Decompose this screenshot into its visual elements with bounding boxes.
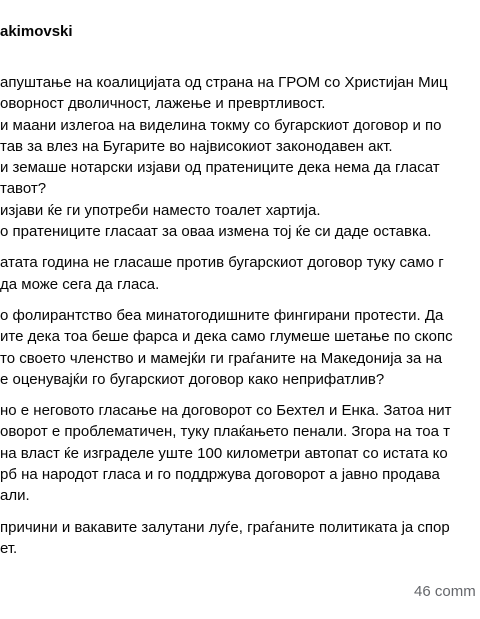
post-text-line: е оценувајќи го бугарскиот договор како неприфатлив? <box>0 370 385 388</box>
post-text-line: ите дека тоа беше фарса и дека само глумеше шетање по скопс <box>0 328 453 346</box>
post-text-line: причини и вакавите залутани луѓе, граѓаните политиката ја спор <box>0 518 450 536</box>
post-text-line: тав за влез на Бугарите во највисокиот законодавен акт. <box>0 137 393 155</box>
post-text-line: о фолирантство беа минатогодишните фингирани протести. Да <box>0 306 444 324</box>
post-text-line: и земаше нотарски изјави од пратениците дека нема да гласат <box>0 159 440 177</box>
paragraph-gap <box>0 295 480 305</box>
post-text-line: тавот? <box>0 180 47 198</box>
post-body <box>0 72 480 559</box>
post-text-line: апуштање на коалицијата од страна на ГРОМ со Христијан Миц <box>0 74 448 91</box>
post-text-line: изјави ќе ги употреби наместо тоалет хартија. <box>0 201 321 219</box>
paragraph-gap <box>0 507 480 517</box>
post-text-line: и маани излегоа на виделина токму со бугарскиот договор и по <box>0 116 442 134</box>
post-text-line: на власт ќе изграделе уште 100 километри автопат со истата ко <box>0 444 448 462</box>
post-author-name[interactable]: akimovski <box>0 23 73 40</box>
post-text-line: ет. <box>0 539 18 557</box>
post-text-line: атата година не гласаше против бугарскиот договор туку само г <box>0 254 444 272</box>
comments-count-link[interactable]: 46 comm <box>414 583 476 600</box>
post-text-line: оворот е проблематичен, туку плаќањето пенали. Згора на тоа т <box>0 423 451 441</box>
post-text-line: да може сега да гласа. <box>0 275 160 293</box>
paragraph-gap <box>0 390 480 400</box>
post-text-line: но е неговото гласање на договорот со Бехтел и Енка. Затоа нит <box>0 402 452 420</box>
post-text-line: о пратениците гласаат за оваа измена тој ќе си даде оставка. <box>0 223 432 241</box>
post-text-line: оворност дволичност, лажење и превртливост. <box>0 95 326 113</box>
paragraph-gap <box>0 242 480 252</box>
post-text-line: рб на народот гласа и го поддржува договорот а јавно продава <box>0 466 440 484</box>
post-text-line: али. <box>0 487 30 505</box>
post-text-line: то своето членство и мамејќи ги граѓаните на Македонија за на <box>0 349 443 367</box>
